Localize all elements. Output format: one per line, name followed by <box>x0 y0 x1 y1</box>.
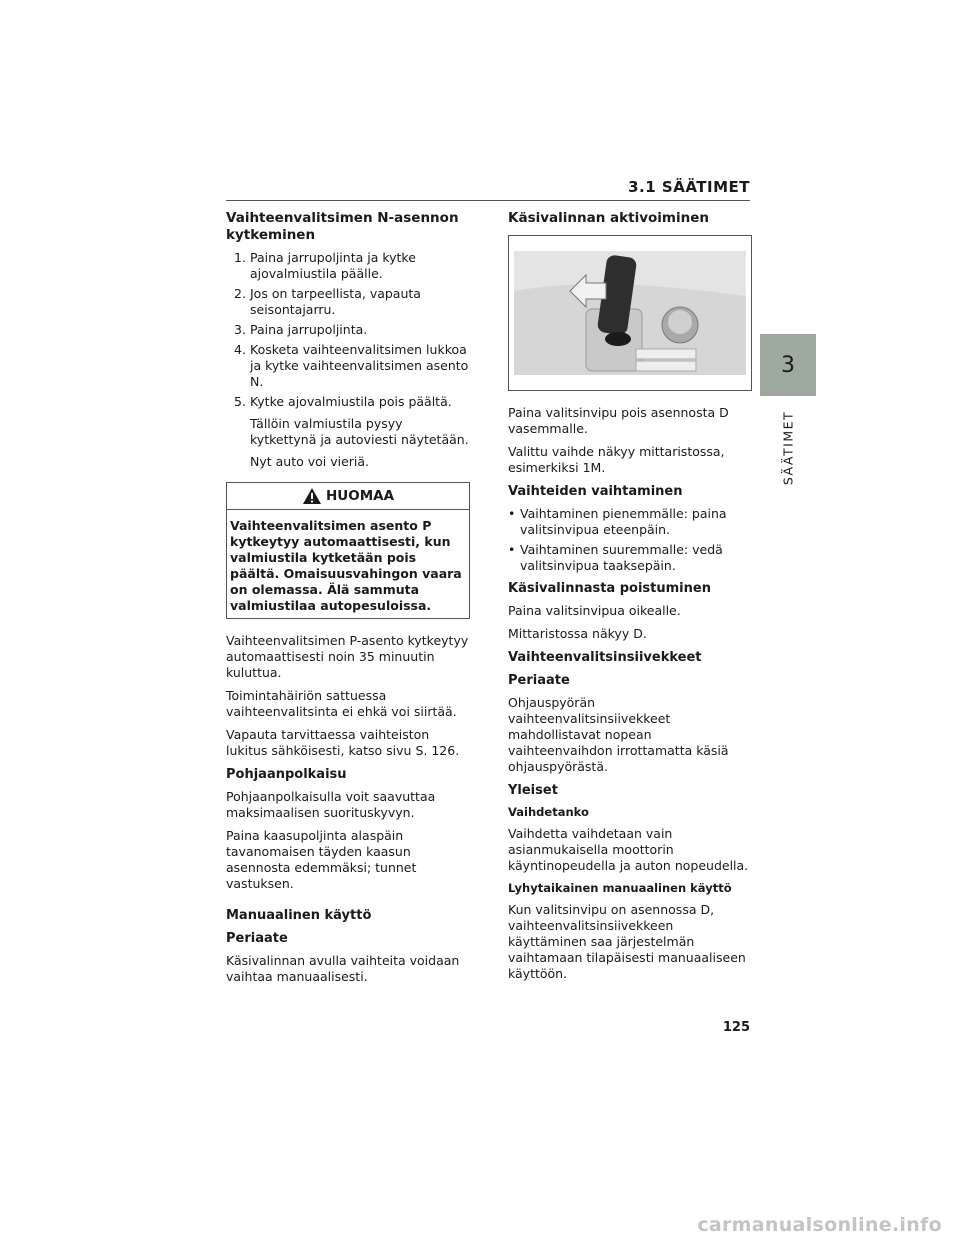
paragraph: Valittu vaihde näkyy mittaristossa, esimerkiksi 1M. <box>508 444 725 475</box>
paragraph: Pohjaanpolkaisulla voit saavuttaa maksimaalisen suorituskyvyn. <box>226 789 436 820</box>
chapter-title: SÄÄTIMET <box>780 410 796 486</box>
paragraph: Paina valitsinvipu pois asennosta D vasemmalle. <box>508 405 729 436</box>
step-note: Nyt auto voi vieriä. <box>250 454 370 469</box>
general-heading: Yleiset <box>508 783 558 798</box>
activate-manual-heading: Käsivalinnan aktivoiminen <box>508 210 709 226</box>
paragraph: Vapauta tarvittaessa vaihteiston lukitus sähköisesti, katso sivu S. 126. <box>226 727 460 758</box>
shifting-heading: Vaihteiden vaihtaminen <box>508 484 683 499</box>
warning-icon <box>302 487 322 505</box>
paragraph: Toimintahäiriön sattuessa vaihteenvalitsinta ei ehkä voi siirtää. <box>226 688 457 719</box>
watermark: carmanualsonline.info <box>697 1214 942 1236</box>
section-header: 3.1 SÄÄTIMET <box>628 178 750 196</box>
gear-selector-illustration <box>514 251 746 375</box>
temporary-manual-heading: Lyhytaikainen manuaalinen käyttö <box>508 881 732 895</box>
list-item: • Vaihtaminen pienemmälle: paina valitsinvipua eteenpäin. <box>508 506 752 538</box>
gear-selector-figure <box>508 235 752 391</box>
page-number: 125 <box>722 1020 750 1035</box>
list-item <box>226 394 470 410</box>
paragraph: Kun valitsinvipu on asennossa D, vaihteenvalitsinsiivekkeen käyttäminen saa järjestelmän vaihtamaan tilapäisesti manuaaliseen käyttöön. <box>508 902 746 981</box>
paddles-heading: Vaihteenvalitsinsiivekkeet <box>508 650 702 665</box>
step-number: 3. <box>234 322 246 337</box>
paragraph: Käsivalinnan avulla vaihteita voidaan vaihtaa manuaalisesti. <box>226 953 460 984</box>
step-number: 1. <box>234 250 246 265</box>
right-column <box>508 210 752 989</box>
chapter-tab[interactable] <box>760 334 816 396</box>
list-item <box>226 286 470 318</box>
paragraph: Paina kaasupoljinta alaspäin tavanomaisen täyden kaasun asennosta edemmäksi; tunnet vastuksen. <box>226 828 417 891</box>
list-item <box>226 322 470 338</box>
gearstick-heading: Vaihdetanko <box>508 805 589 819</box>
step-number: 2. <box>234 286 246 301</box>
principle-heading: Periaate <box>226 931 288 946</box>
paragraph: Mittaristossa näkyy D. <box>508 626 647 641</box>
paragraph: Vaihteenvalitsimen P-asento kytkeytyy automaattisesti noin 35 minuutin kuluttua. <box>226 633 469 680</box>
shifting-list <box>508 506 752 574</box>
paragraph: Paina valitsinvipua oikealle. <box>508 603 681 618</box>
chapter-label <box>760 408 816 488</box>
paragraph: Vaihdetta vaihdetaan vain asianmukaisella moottorin käyntinopeudella ja auton nopeudella. <box>508 826 749 873</box>
step-text: Jos on tarpeellista, vapauta seisontajarru. <box>250 286 421 317</box>
step-text: Kytke ajovalmiustila pois päältä. <box>250 394 452 409</box>
step-number: 5. <box>234 394 246 409</box>
notice-header <box>227 483 469 510</box>
principle-heading: Periaate <box>508 673 570 688</box>
notice-body: Vaihteenvalitsimen asento P kytkeytyy automaattisesti, kun valmiustila kytketään pois päältä. Omaisuusvahingon vaara on olemassa. Älä sammuta valmiustilaa autopesuloissa. <box>230 518 462 613</box>
step-text: Kosketa vaihteenvalitsimen lukkoa ja kytke vaihteenvalitsimen asento N. <box>250 342 469 389</box>
list-item: • Vaihtaminen suuremmalle: vedä valitsinvipua taaksepäin. <box>508 542 752 574</box>
step-number: 4. <box>234 342 246 357</box>
chapter-number: 3 <box>781 352 795 378</box>
notice-box <box>226 482 470 619</box>
list-item <box>226 342 470 390</box>
header-rule <box>226 200 750 201</box>
step-note: Tällöin valmiustila pysyy kytkettynä ja autoviesti näytetään. <box>250 416 469 447</box>
n-position-steps <box>226 250 470 410</box>
exit-manual-heading: Käsivalinnasta poistuminen <box>508 581 711 596</box>
manual-mode-heading: Manuaalinen käyttö <box>226 908 372 923</box>
step-text: Paina jarrupoljinta. <box>250 322 368 337</box>
notice-heading: HUOMAA <box>325 488 395 504</box>
list-item <box>226 250 470 282</box>
kickdown-heading: Pohjaanpolkaisu <box>226 767 347 782</box>
step-text: Paina jarrupoljinta ja kytke ajovalmiustila päälle. <box>250 250 416 281</box>
left-column <box>226 210 470 992</box>
paragraph: Ohjauspyörän vaihteenvalitsinsiivekkeet mahdollistavat nopean vaihteenvaihdon irrottamatta käsiä ohjauspyörästä. <box>508 695 729 774</box>
n-position-heading: Vaihteenvalitsimen N-asennon kytkeminen <box>226 210 459 243</box>
